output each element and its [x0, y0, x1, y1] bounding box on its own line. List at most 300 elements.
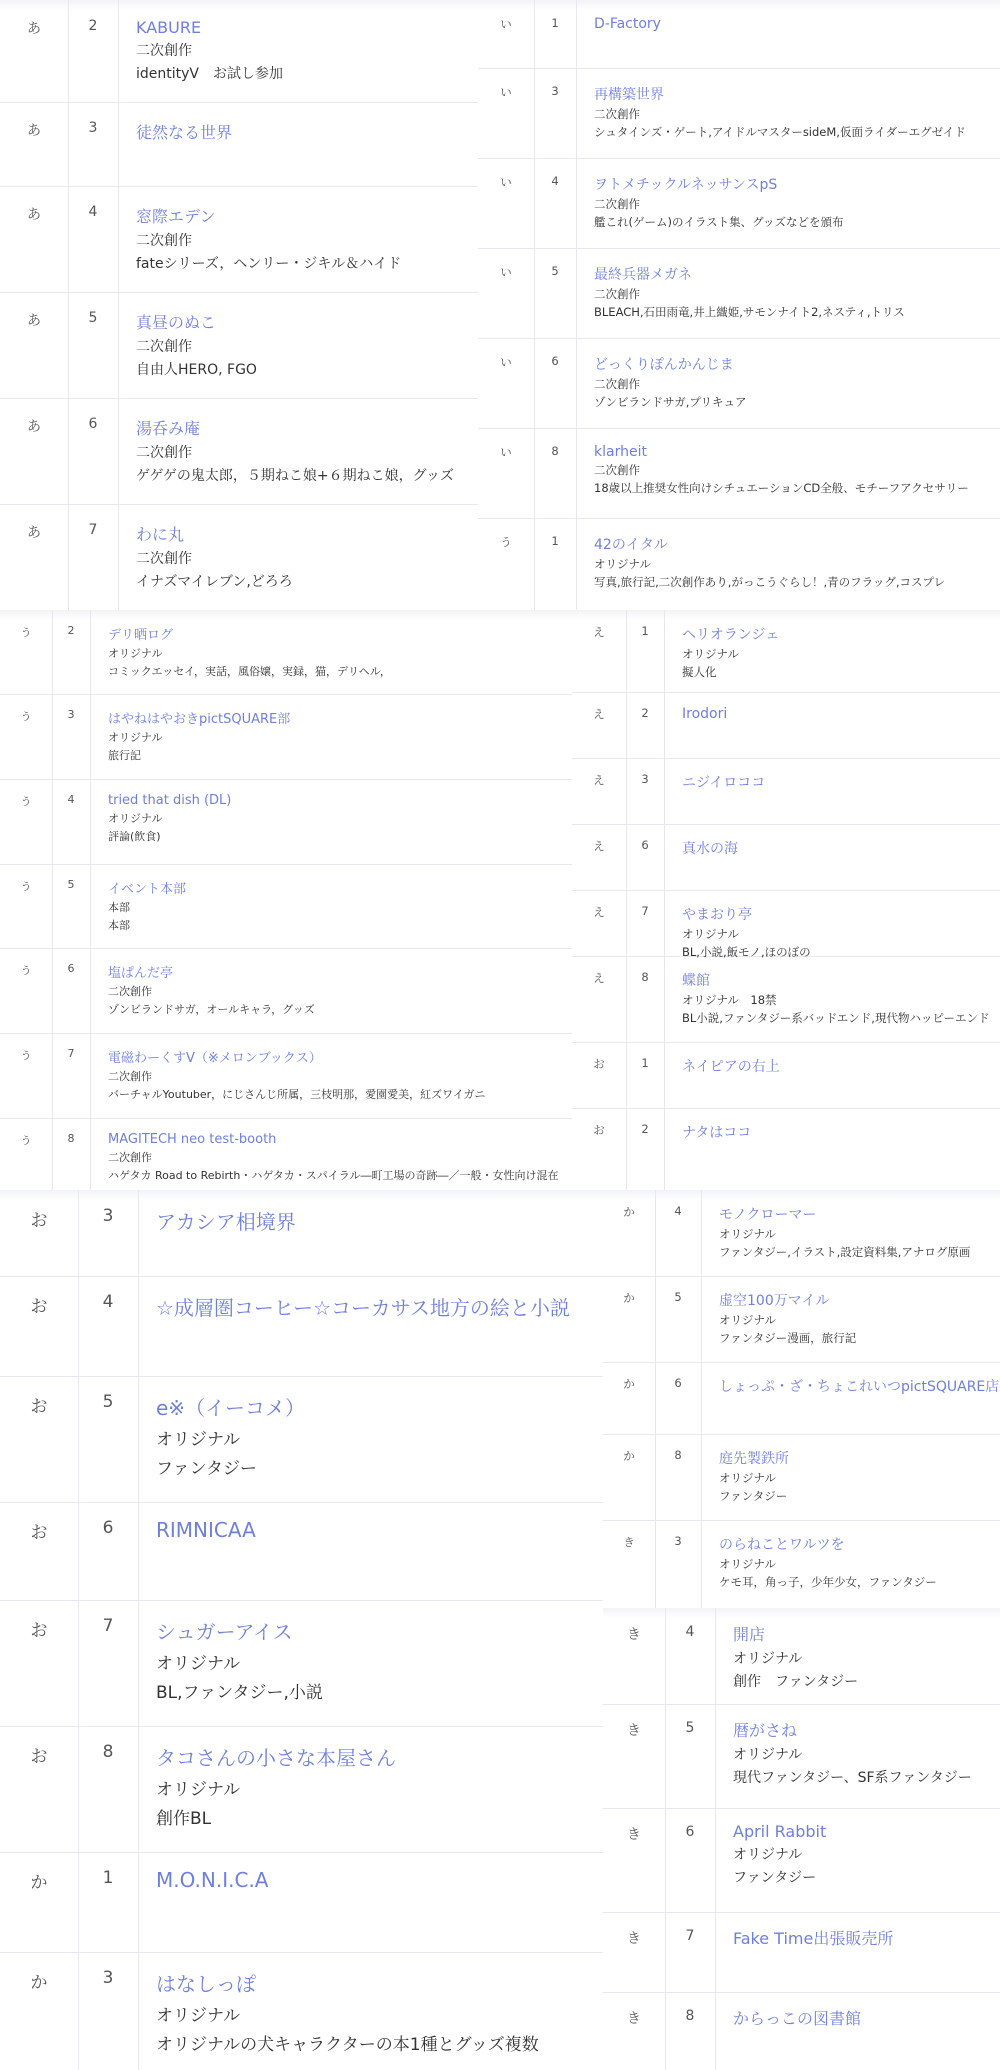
number-cell: [52, 1118, 91, 1190]
circle-info: [136, 120, 232, 146]
circle-info: [594, 264, 905, 320]
table-row: [572, 956, 1000, 1043]
space-number: 7: [641, 904, 649, 918]
space-number: 5: [674, 1290, 682, 1304]
table-row: [603, 1434, 1000, 1521]
number-cell: [655, 1520, 702, 1608]
circle-description: 評論(飲食): [108, 830, 161, 843]
kana-label: き: [627, 1931, 641, 1947]
circle-genre: オリジナル: [733, 1651, 803, 1667]
circle-info: [719, 1448, 789, 1504]
number-cell: [68, 0, 119, 102]
circle-name-link[interactable]: e※（イーコメ）: [156, 1396, 306, 1420]
circle-genre: 本部: [108, 901, 130, 914]
table-row: [478, 248, 1000, 339]
circle-name-link[interactable]: どっくりぽんかんじま: [594, 357, 734, 373]
kana-cell: [0, 102, 69, 186]
kana-cell: [572, 824, 627, 890]
kana-cell: [603, 1520, 656, 1608]
circle-name-link[interactable]: シュガーアイス: [156, 1620, 293, 1644]
circle-genre: 二次創作: [594, 377, 640, 391]
space-number: 8: [641, 970, 649, 984]
circle-genre: 二次創作: [594, 107, 640, 121]
circle-name-link[interactable]: klarheit: [594, 444, 647, 460]
circle-info: [733, 1926, 893, 1952]
circle-info: [594, 354, 746, 410]
circle-description: ファンタジー: [719, 1489, 788, 1503]
table-row: [0, 292, 478, 399]
circle-description: fateシリーズ，ヘンリー・ジキル＆ハイド: [136, 256, 402, 272]
circle-genre: オリジナル: [156, 1430, 241, 1450]
kana-cell: [603, 1992, 666, 2070]
number-cell: [626, 890, 665, 956]
circle-name-link[interactable]: ネイピアの右上: [682, 1059, 780, 1075]
circle-info: [733, 1822, 826, 1887]
space-number: 6: [551, 354, 559, 368]
space-number: 8: [674, 1448, 682, 1462]
circle-name-link[interactable]: MAGITECH neo test-booth: [108, 1132, 277, 1147]
circle-table-p2: [478, 0, 1000, 610]
kana-cell: [603, 1276, 656, 1362]
space-number: 6: [685, 1824, 695, 1840]
circle-info: [108, 708, 290, 763]
circle-name-link[interactable]: タコさんの小さな本屋さん: [156, 1746, 396, 1770]
circle-description: ケモ耳，角っ子，少年少女，ファンタジー: [719, 1575, 937, 1589]
circle-description: ゲゲゲの鬼太郎，５期ねこ娘+６期ねこ娘，グッズ: [136, 468, 454, 484]
kana-cell: [478, 0, 535, 68]
number-cell: [626, 758, 665, 824]
number-cell: [665, 1704, 716, 1808]
kana-label: あ: [27, 313, 41, 329]
circle-info: [719, 1534, 937, 1590]
circle-name-link[interactable]: 再構築世界: [594, 87, 664, 103]
kana-cell: [0, 779, 53, 864]
space-number: 6: [674, 1376, 682, 1390]
circle-genre: 二次創作: [108, 1070, 152, 1083]
space-number: 5: [88, 310, 98, 326]
kana-label: う: [20, 964, 32, 977]
circle-name-link[interactable]: わに丸: [136, 525, 185, 544]
circle-name-link[interactable]: tried that dish (DL): [108, 793, 232, 808]
kana-cell: [0, 186, 69, 292]
circle-name-link[interactable]: 真水の海: [682, 841, 738, 857]
kana-cell: [603, 1362, 656, 1434]
circle-info: [156, 1518, 256, 1546]
circle-name-link[interactable]: ヲトメチックルネッサンスpS: [594, 177, 778, 193]
table-row: [0, 864, 572, 949]
table-row: [0, 1118, 572, 1190]
space-number: 5: [102, 1392, 114, 1412]
circle-description: BL,ファンタジー,小説: [156, 1683, 323, 1703]
circle-name-link[interactable]: 開店: [733, 1625, 766, 1644]
table-row: [0, 0, 478, 103]
circle-info: [719, 1204, 970, 1260]
kana-label: う: [20, 795, 32, 808]
circle-info: [682, 1056, 780, 1078]
kana-label: お: [30, 1397, 48, 1417]
circle-description: 現代ファンタジー、SF系ファンタジー: [733, 1770, 972, 1786]
kana-cell: [0, 1118, 53, 1190]
circle-name-link[interactable]: のらねことワルツを: [719, 1537, 845, 1553]
kana-label: お: [30, 1297, 48, 1317]
circle-genre: オリジナル: [594, 557, 651, 571]
kana-label: え: [593, 839, 605, 853]
circle-name-link[interactable]: 最終兵器メガネ: [594, 267, 692, 283]
circle-genre: オリジナル: [156, 2006, 241, 2026]
space-number: 1: [641, 624, 649, 638]
circle-table-p6: [603, 1190, 1000, 1608]
kana-cell: [478, 428, 535, 518]
table-row: [572, 758, 1000, 825]
kana-cell: [572, 1108, 627, 1190]
circle-name-link[interactable]: イベント本部: [108, 882, 187, 897]
number-cell: [68, 398, 119, 504]
circle-info: [156, 1292, 570, 1325]
kana-cell: [0, 1952, 79, 2070]
kana-label: き: [627, 1827, 641, 1843]
space-number: 8: [102, 1742, 114, 1762]
table-row: [572, 1108, 1000, 1190]
number-cell: [665, 1912, 716, 1992]
circle-description: シュタインズ・ゲート,アイドルマスターsideM,仮面ライダーエグゼイド: [594, 125, 966, 139]
circle-name-link[interactable]: April Rabbit: [733, 1822, 827, 1841]
kana-cell: [0, 1502, 79, 1600]
space-number: 7: [67, 1047, 75, 1060]
circle-description: 本部: [108, 919, 130, 932]
number-cell: [68, 292, 119, 398]
circle-info: [136, 416, 454, 485]
table-row: [478, 338, 1000, 429]
circle-genre: 二次創作: [136, 445, 192, 461]
kana-label: あ: [27, 419, 41, 435]
space-number: 3: [641, 772, 649, 786]
space-number: 4: [551, 174, 559, 188]
space-number: 7: [102, 1616, 114, 1636]
circle-genre: 二次創作: [136, 233, 192, 249]
circle-name-link[interactable]: 窓際エデン: [136, 207, 216, 226]
kana-cell: [0, 0, 69, 102]
kana-label: う: [500, 535, 512, 549]
kana-cell: [603, 1808, 666, 1912]
circle-name-link[interactable]: Fake Time出張販売所: [733, 1929, 894, 1948]
kana-cell: [0, 948, 53, 1033]
table-row: [603, 1276, 1000, 1363]
table-row: [603, 1992, 1000, 2070]
circle-genre: 二次創作: [594, 287, 640, 301]
table-row: [0, 1502, 603, 1601]
circle-genre: オリジナル: [682, 927, 739, 941]
kana-label: き: [627, 1723, 641, 1739]
number-cell: [52, 779, 91, 864]
space-number: 8: [551, 444, 559, 458]
circle-description: 旅行記: [108, 749, 141, 762]
circle-genre: オリジナル: [733, 1747, 803, 1763]
kana-label: か: [623, 1205, 635, 1219]
space-number: 2: [641, 706, 649, 720]
circle-genre: オリジナル: [719, 1557, 776, 1571]
circle-name-link[interactable]: 電磁わーくすV（※メロンブックス）: [108, 1051, 322, 1066]
kana-label: お: [30, 1211, 48, 1231]
number-cell: [534, 338, 577, 428]
table-row: [0, 1726, 603, 1853]
circle-description: ファンタジー: [733, 1870, 817, 1886]
kana-cell: [603, 1434, 656, 1520]
circle-info: [594, 84, 966, 140]
circle-info: [594, 16, 661, 34]
kana-cell: [572, 692, 627, 758]
circle-info: [594, 444, 969, 496]
circle-description: 18歳以上推奨女性向けシチュエーションCD全般、モチーフアクセサリー: [594, 481, 969, 495]
circle-genre: 二次創作: [108, 1151, 152, 1164]
circle-name-link[interactable]: 真昼のぬこ: [136, 313, 217, 332]
circle-genre: 二次創作: [136, 339, 192, 355]
space-number: 2: [88, 18, 98, 34]
space-number: 5: [685, 1720, 695, 1736]
circle-info: [682, 706, 727, 724]
kana-label: い: [500, 445, 512, 459]
table-row: [478, 0, 1000, 69]
circle-genre: オリジナル: [719, 1471, 776, 1485]
circle-name-link[interactable]: M.O.N.I.C.A: [156, 1868, 269, 1892]
circle-name-link[interactable]: からっこの図書館: [733, 2009, 862, 2028]
table-row: [603, 1608, 1000, 1705]
number-cell: [78, 1376, 139, 1502]
space-number: 4: [674, 1204, 682, 1218]
table-row: [572, 824, 1000, 891]
kana-label: か: [623, 1449, 635, 1463]
circle-info: [156, 1742, 396, 1829]
number-cell: [665, 1992, 716, 2070]
circle-name-link[interactable]: 徒然なる世界: [136, 123, 233, 142]
circle-name-link[interactable]: D-Factory: [594, 16, 661, 32]
table-row: [0, 948, 572, 1034]
table-row: [603, 1362, 1000, 1435]
circle-name-link[interactable]: Irodori: [682, 706, 728, 722]
circle-name-link[interactable]: 42のイタル: [594, 537, 668, 553]
kana-cell: [478, 338, 535, 428]
kana-cell: [0, 1852, 79, 1952]
circle-name-link[interactable]: しょっぷ・ざ・ちょこれいつpictSQUARE店: [719, 1379, 1000, 1395]
kana-label: え: [593, 707, 605, 721]
number-cell: [626, 956, 665, 1042]
circle-name-link[interactable]: はなしっぽ: [156, 1972, 256, 1996]
space-number: 8: [685, 2008, 695, 2024]
space-number: 3: [102, 1206, 114, 1226]
kana-cell: [478, 248, 535, 338]
space-number: 2: [67, 624, 75, 637]
circle-table-p7: [603, 1608, 1000, 2070]
space-number: 3: [88, 120, 98, 136]
kana-cell: [603, 1704, 666, 1808]
circle-genre: オリジナル 18禁: [682, 993, 777, 1007]
number-cell: [78, 1600, 139, 1726]
kana-label: え: [593, 773, 605, 787]
circle-genre: オリジナル: [108, 812, 163, 825]
kana-cell: [572, 956, 627, 1042]
kana-cell: [603, 1608, 666, 1704]
kana-label: い: [500, 17, 512, 31]
kana-label: か: [30, 1973, 48, 1993]
space-number: 1: [551, 534, 559, 548]
table-row: [478, 158, 1000, 249]
circle-description: 自由人HERO, FGO: [136, 362, 257, 378]
table-row: [603, 1808, 1000, 1913]
circle-genre: オリジナル: [156, 1780, 241, 1800]
table-row: [572, 890, 1000, 957]
space-number: 3: [67, 708, 75, 721]
kana-cell: [603, 1912, 666, 1992]
circle-info: [594, 174, 844, 230]
circle-info: [733, 1622, 858, 1691]
number-cell: [626, 610, 665, 692]
circle-name-link[interactable]: ヘリオランジェ: [682, 627, 780, 643]
circle-name-link[interactable]: 塩ぱんだ亭: [108, 966, 174, 981]
number-cell: [78, 1852, 139, 1952]
circle-description: ファンタジー: [156, 1459, 257, 1479]
table-row: [603, 1704, 1000, 1809]
space-number: 2: [641, 1122, 649, 1136]
space-number: 4: [67, 793, 75, 806]
circle-description: オリジナルの犬キャラクターの本1種とグッズ複数: [156, 2035, 539, 2055]
kana-cell: [0, 398, 69, 504]
circle-description: 艦これ(ゲーム)のイラスト集、グッズなどを頒布: [594, 215, 844, 229]
circle-name-link[interactable]: ☆成層圏コーヒー☆コーカサス地方の絵と小説: [156, 1296, 570, 1320]
space-number: 3: [674, 1534, 682, 1548]
kana-label: あ: [27, 525, 41, 541]
space-number: 5: [551, 264, 559, 278]
kana-label: い: [500, 85, 512, 99]
table-row: [0, 504, 478, 610]
circle-name-link[interactable]: やまおり亭: [682, 907, 752, 923]
kana-cell: [0, 864, 53, 948]
kana-cell: [0, 1276, 79, 1376]
number-cell: [626, 1108, 665, 1190]
circle-name-link[interactable]: はやねはやおきpictSQUARE部: [108, 712, 291, 727]
circle-name-link[interactable]: ナタはココ: [682, 1125, 752, 1141]
number-cell: [655, 1276, 702, 1362]
number-cell: [534, 158, 577, 248]
circle-info: [156, 1968, 539, 2055]
circle-name-link[interactable]: 虚空100万マイル: [719, 1293, 830, 1309]
kana-cell: [0, 1190, 79, 1276]
kana-label: い: [500, 265, 512, 279]
circle-genre: 二次創作: [108, 985, 152, 998]
kana-cell: [0, 292, 69, 398]
table-row: [0, 1276, 603, 1377]
circle-genre: オリジナル: [733, 1847, 803, 1863]
table-row: [0, 779, 572, 865]
circle-description: 創作BL: [156, 1809, 212, 1829]
table-row: [0, 1033, 572, 1119]
number-cell: [78, 1726, 139, 1852]
kana-label: い: [500, 175, 512, 189]
kana-label: い: [500, 355, 512, 369]
circle-table-p5: [0, 1190, 603, 2070]
circle-info: [108, 962, 315, 1017]
number-cell: [78, 1190, 139, 1276]
circle-description: ハゲタカ Road to Rebirth・ハゲタカ・スパイラル―町工場の奇跡―／一般・女性向け混在: [108, 1169, 559, 1182]
kana-label: う: [20, 1134, 32, 1147]
number-cell: [626, 692, 665, 758]
kana-cell: [0, 1600, 79, 1726]
kana-label: う: [20, 880, 32, 893]
number-cell: [78, 1276, 139, 1376]
space-number: 7: [685, 1928, 695, 1944]
space-number: 6: [641, 838, 649, 852]
table-row: [603, 1912, 1000, 1993]
circle-name-link[interactable]: 庭先製鉄所: [719, 1451, 789, 1467]
circle-info: [136, 310, 257, 379]
circle-description: 写真,旅行記,二次創作あり,がっこうぐらし！,青のフラッグ,コスプレ: [594, 575, 946, 589]
circle-genre: オリジナル: [719, 1227, 776, 1241]
circle-genre: 二次創作: [136, 551, 192, 567]
number-cell: [52, 1033, 91, 1118]
kana-label: お: [30, 1523, 48, 1543]
table-row: [478, 428, 1000, 519]
circle-info: [156, 1616, 323, 1703]
number-cell: [52, 948, 91, 1033]
kana-label: あ: [27, 207, 41, 223]
kana-cell: [572, 1042, 627, 1108]
number-cell: [68, 102, 119, 186]
kana-cell: [572, 758, 627, 824]
table-row: [0, 694, 572, 780]
circle-description: ファンタジー,イラスト,設定資料集,アナログ原画: [719, 1245, 971, 1259]
space-number: 6: [88, 416, 98, 432]
circle-info: [682, 1122, 751, 1144]
space-number: 1: [551, 16, 559, 30]
circle-name-link[interactable]: ニジイロココ: [682, 775, 766, 791]
circle-name-link[interactable]: デリ晒ログ: [108, 628, 174, 643]
circle-info: [682, 838, 738, 860]
space-number: 1: [102, 1868, 114, 1888]
kana-cell: [478, 158, 535, 248]
circle-name-link[interactable]: 蝶館: [682, 973, 710, 989]
circle-info: [156, 1868, 268, 1896]
circle-name-link[interactable]: KABURE: [136, 18, 202, 37]
circle-genre: 二次創作: [594, 463, 640, 477]
space-number: 3: [102, 1968, 114, 1988]
table-row: [0, 1952, 603, 2070]
number-cell: [534, 68, 577, 158]
circle-name-link[interactable]: アカシア相境界: [156, 1210, 296, 1234]
circle-description: 擬人化: [682, 665, 717, 679]
circle-description: BL,小説,飯モノ,ほのぼの: [682, 945, 811, 959]
kana-cell: [603, 1190, 656, 1276]
circle-info: [682, 904, 811, 960]
kana-label: か: [623, 1377, 635, 1391]
circle-info: [719, 1376, 999, 1398]
number-cell: [78, 1952, 139, 2070]
kana-cell: [0, 1726, 79, 1852]
table-row: [572, 1042, 1000, 1109]
number-cell: [626, 1042, 665, 1108]
kana-label: お: [30, 1747, 48, 1767]
circle-description: identityⅤ お試し参加: [136, 66, 283, 82]
circle-name-link[interactable]: モノクローマー: [719, 1207, 817, 1223]
circle-name-link[interactable]: 湯呑み庵: [136, 419, 201, 438]
table-row: [0, 1190, 603, 1277]
kana-cell: [572, 890, 627, 956]
space-number: 5: [67, 878, 75, 891]
kana-cell: [572, 610, 627, 692]
kana-cell: [0, 1376, 79, 1502]
number-cell: [52, 694, 91, 779]
number-cell: [534, 248, 577, 338]
number-cell: [68, 504, 119, 610]
circle-name-link[interactable]: RIMNICAA: [156, 1518, 256, 1542]
circle-name-link[interactable]: 暦がさね: [733, 1721, 798, 1740]
